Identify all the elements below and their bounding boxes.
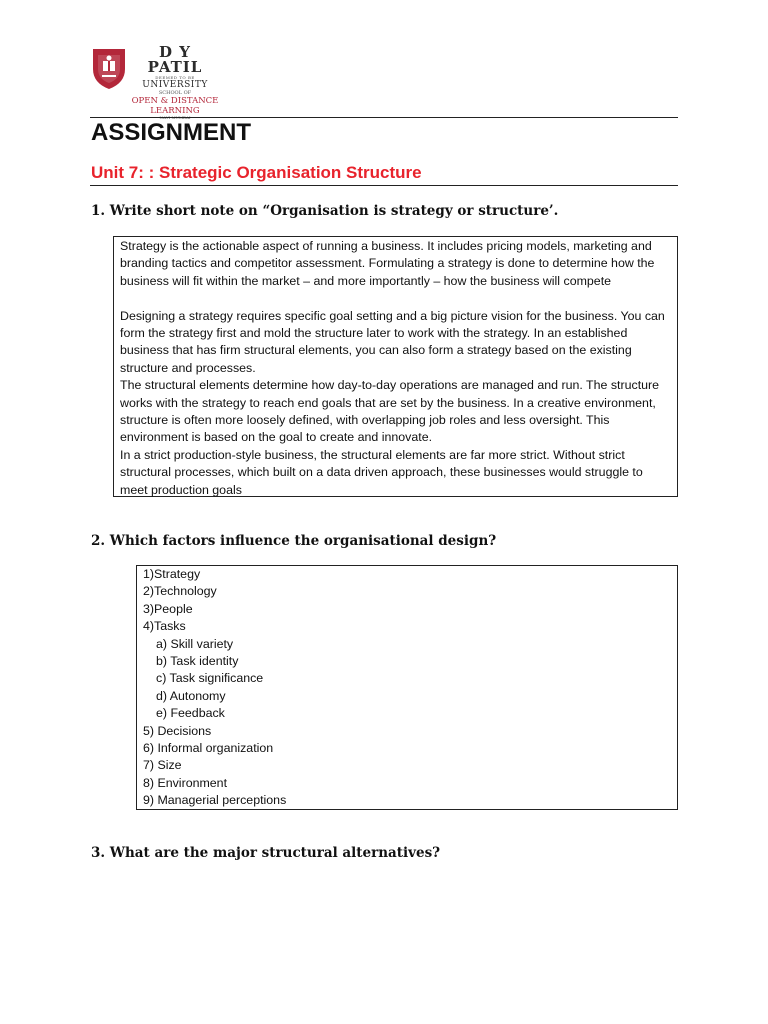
list-subitem: a) Skill variety [156, 636, 234, 651]
list-item: 3)People [143, 601, 193, 616]
logo-city: NAVI MUMBAI [159, 115, 191, 120]
list-item: 2)Technology [143, 584, 217, 599]
answer-box-2 [136, 565, 678, 810]
logo-university: UNIVERSITY [142, 80, 208, 90]
list-item: 6) Informal organization [143, 741, 274, 756]
logo-division-line1: OPEN & DISTANCE [131, 96, 219, 106]
list-item: 5) Decisions [143, 723, 212, 738]
question-1: 1. Write short note on “Organisation is strategy or structure’. [91, 203, 559, 219]
list-subitem: b) Task identity [156, 654, 239, 669]
logo-tagline: DEEMED TO BE [155, 75, 195, 80]
university-logo [91, 43, 221, 120]
crest-icon [91, 47, 127, 91]
question-2: 2. Which factors influence the organisational design? [91, 533, 497, 549]
list-subitem: d) Autonomy [156, 688, 226, 703]
list-item: 7) Size [143, 758, 182, 773]
paragraph-gap [120, 290, 671, 307]
unit-heading: Unit 7: : Strategic Organisation Structure [91, 163, 422, 182]
list-item: 4)Tasks [143, 619, 186, 634]
list-subitem: c) Task significance [156, 671, 264, 686]
list-item: 1)Strategy [143, 567, 201, 581]
answer-1-paragraph: Strategy is the actionable aspect of running a business. It includes pricing models, marketing and branding tactics and competitor assessment. Formulating a strategy is done to determine how the business will fit within the market – and more importantly – how the business will compete [120, 239, 655, 288]
answer-1-paragraph: In a strict production-style business, the structural elements are far more strict. Without strict structural processes, which built on a data driven approach, these businesses would struggle to meet production goals [120, 447, 643, 497]
answer-box-1 [113, 236, 678, 497]
list-item: 8) Environment [143, 775, 228, 790]
logo-name: D Y PATIL [147, 43, 203, 76]
logo-wordmark [131, 45, 219, 120]
page-title: ASSIGNMENT [91, 119, 252, 146]
answer-1-paragraph: Designing a strategy requires specific goal setting and a big picture vision for the business. You can form the strategy first and mold the structure later to work with the strategy. In an established business that has firm structural elements, you can also form a strategy based on the existing structure and processes. [120, 308, 665, 375]
logo-school: SCHOOL OF [158, 90, 192, 96]
list-subitem: e) Feedback [156, 706, 225, 721]
question-3: 3. What are the major structural alternatives? [91, 845, 441, 861]
list-item: 9) Managerial perceptions [143, 793, 287, 808]
unit-divider [90, 185, 678, 186]
logo-division-line2: LEARNING [150, 105, 200, 116]
answer-1-paragraph: The structural elements determine how day-to-day operations are managed and run. The structure works with the strategy to reach end goals that are set by the business. In a creative environment, structure is often more loosely defined, with overlapping job roles and less oversight. This environment is based on the goal to create and innovate. [120, 378, 660, 445]
